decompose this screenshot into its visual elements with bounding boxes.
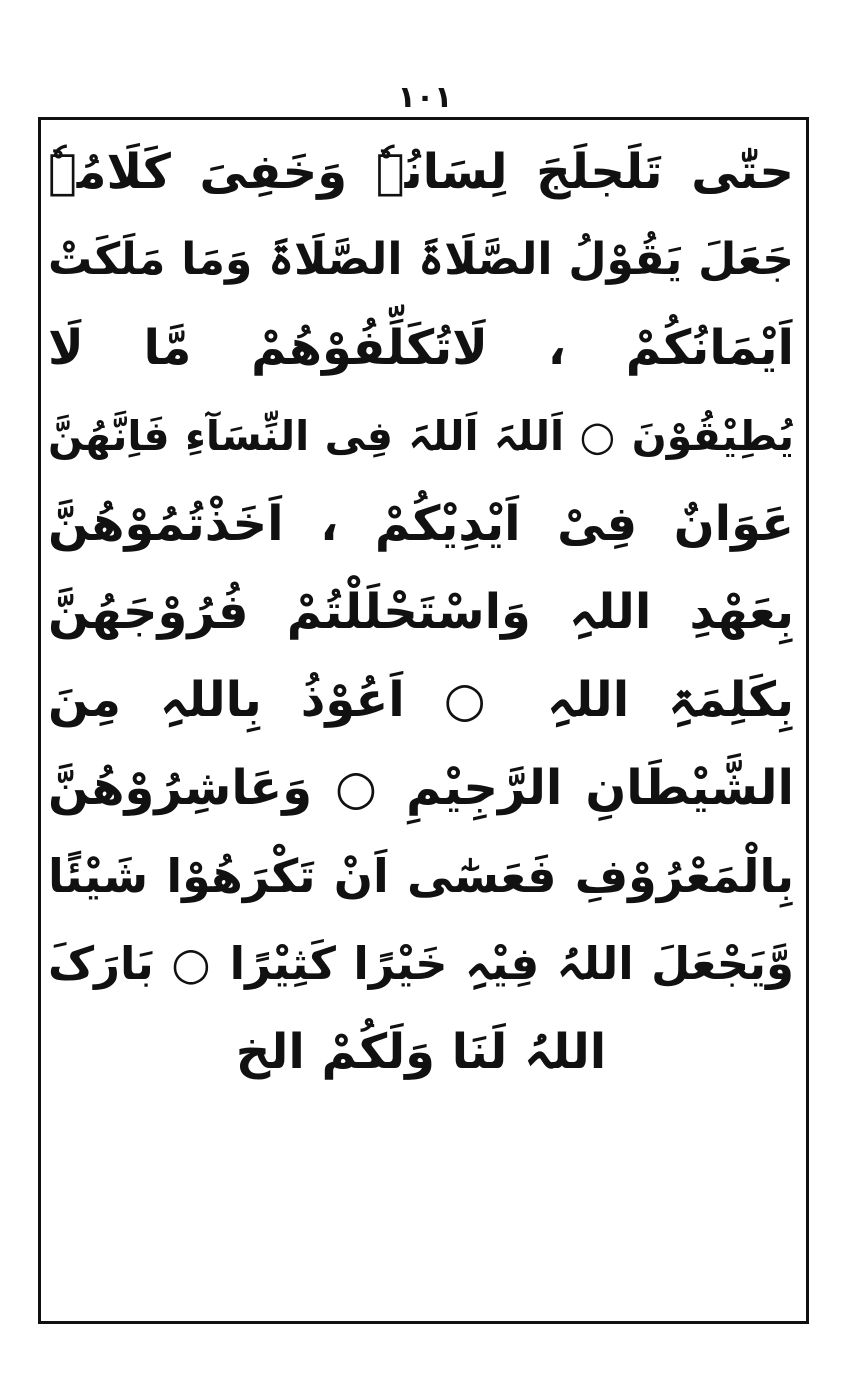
text-line-2: جَعَلَ یَقُوْلُ الصَّلَاۃَ الصَّلَاۃَ وَمَا مَلَکَتْ — [48, 234, 794, 285]
text-line-6: بِعَھْدِ اللہِ وَاسْتَحْلَلْتُمْ فُرُوْجَھُنَّ — [48, 584, 794, 640]
arabic-text-block — [48, 128, 794, 1096]
text-line-8: الشَّیْطَانِ الرَّجِیْمِ ○ وَعَاشِرُوْھُنَّ — [48, 760, 794, 816]
text-line-3: اَیْمَانُکُمْ ، لَاتُکَلِّفُوْھُمْ مَّا لَا — [48, 320, 794, 376]
text-line-11: اللہُ لَنَا وَلَکُمْ الخ — [235, 1024, 607, 1080]
text-line-1: حتّٰی تَلَجلَجَ لِسَانُہٗ وَخَفِیَ کَلَامُہٗ — [48, 144, 794, 200]
page-number: ١٠١ — [397, 80, 453, 115]
text-line-7: بِکَلِمَۃِ اللہِ ○ اَعُوْذُ بِاللہِ مِنَ — [48, 672, 794, 728]
text-line-10: وَّیَجْعَلَ اللہُ فِیْہِ خَیْرًا کَثِیْرًا ○ بَارَکَ — [48, 937, 794, 990]
text-line-4: یُطِیْقُوْنَ ○ اَللہَ اَللہَ فِی النِّسَآءِ فَاِنَّھُنَّ — [48, 412, 794, 460]
text-line-5: عَوَانٌ فِیْ اَیْدِیْکُمْ ، اَخَذْتُمُوْھُنَّ — [48, 496, 794, 552]
text-line-9: بِالْمَعْرُوْفِ فَعَسٰٓی اَنْ تَکْرَھُوْا شَیْئًا — [48, 849, 794, 903]
